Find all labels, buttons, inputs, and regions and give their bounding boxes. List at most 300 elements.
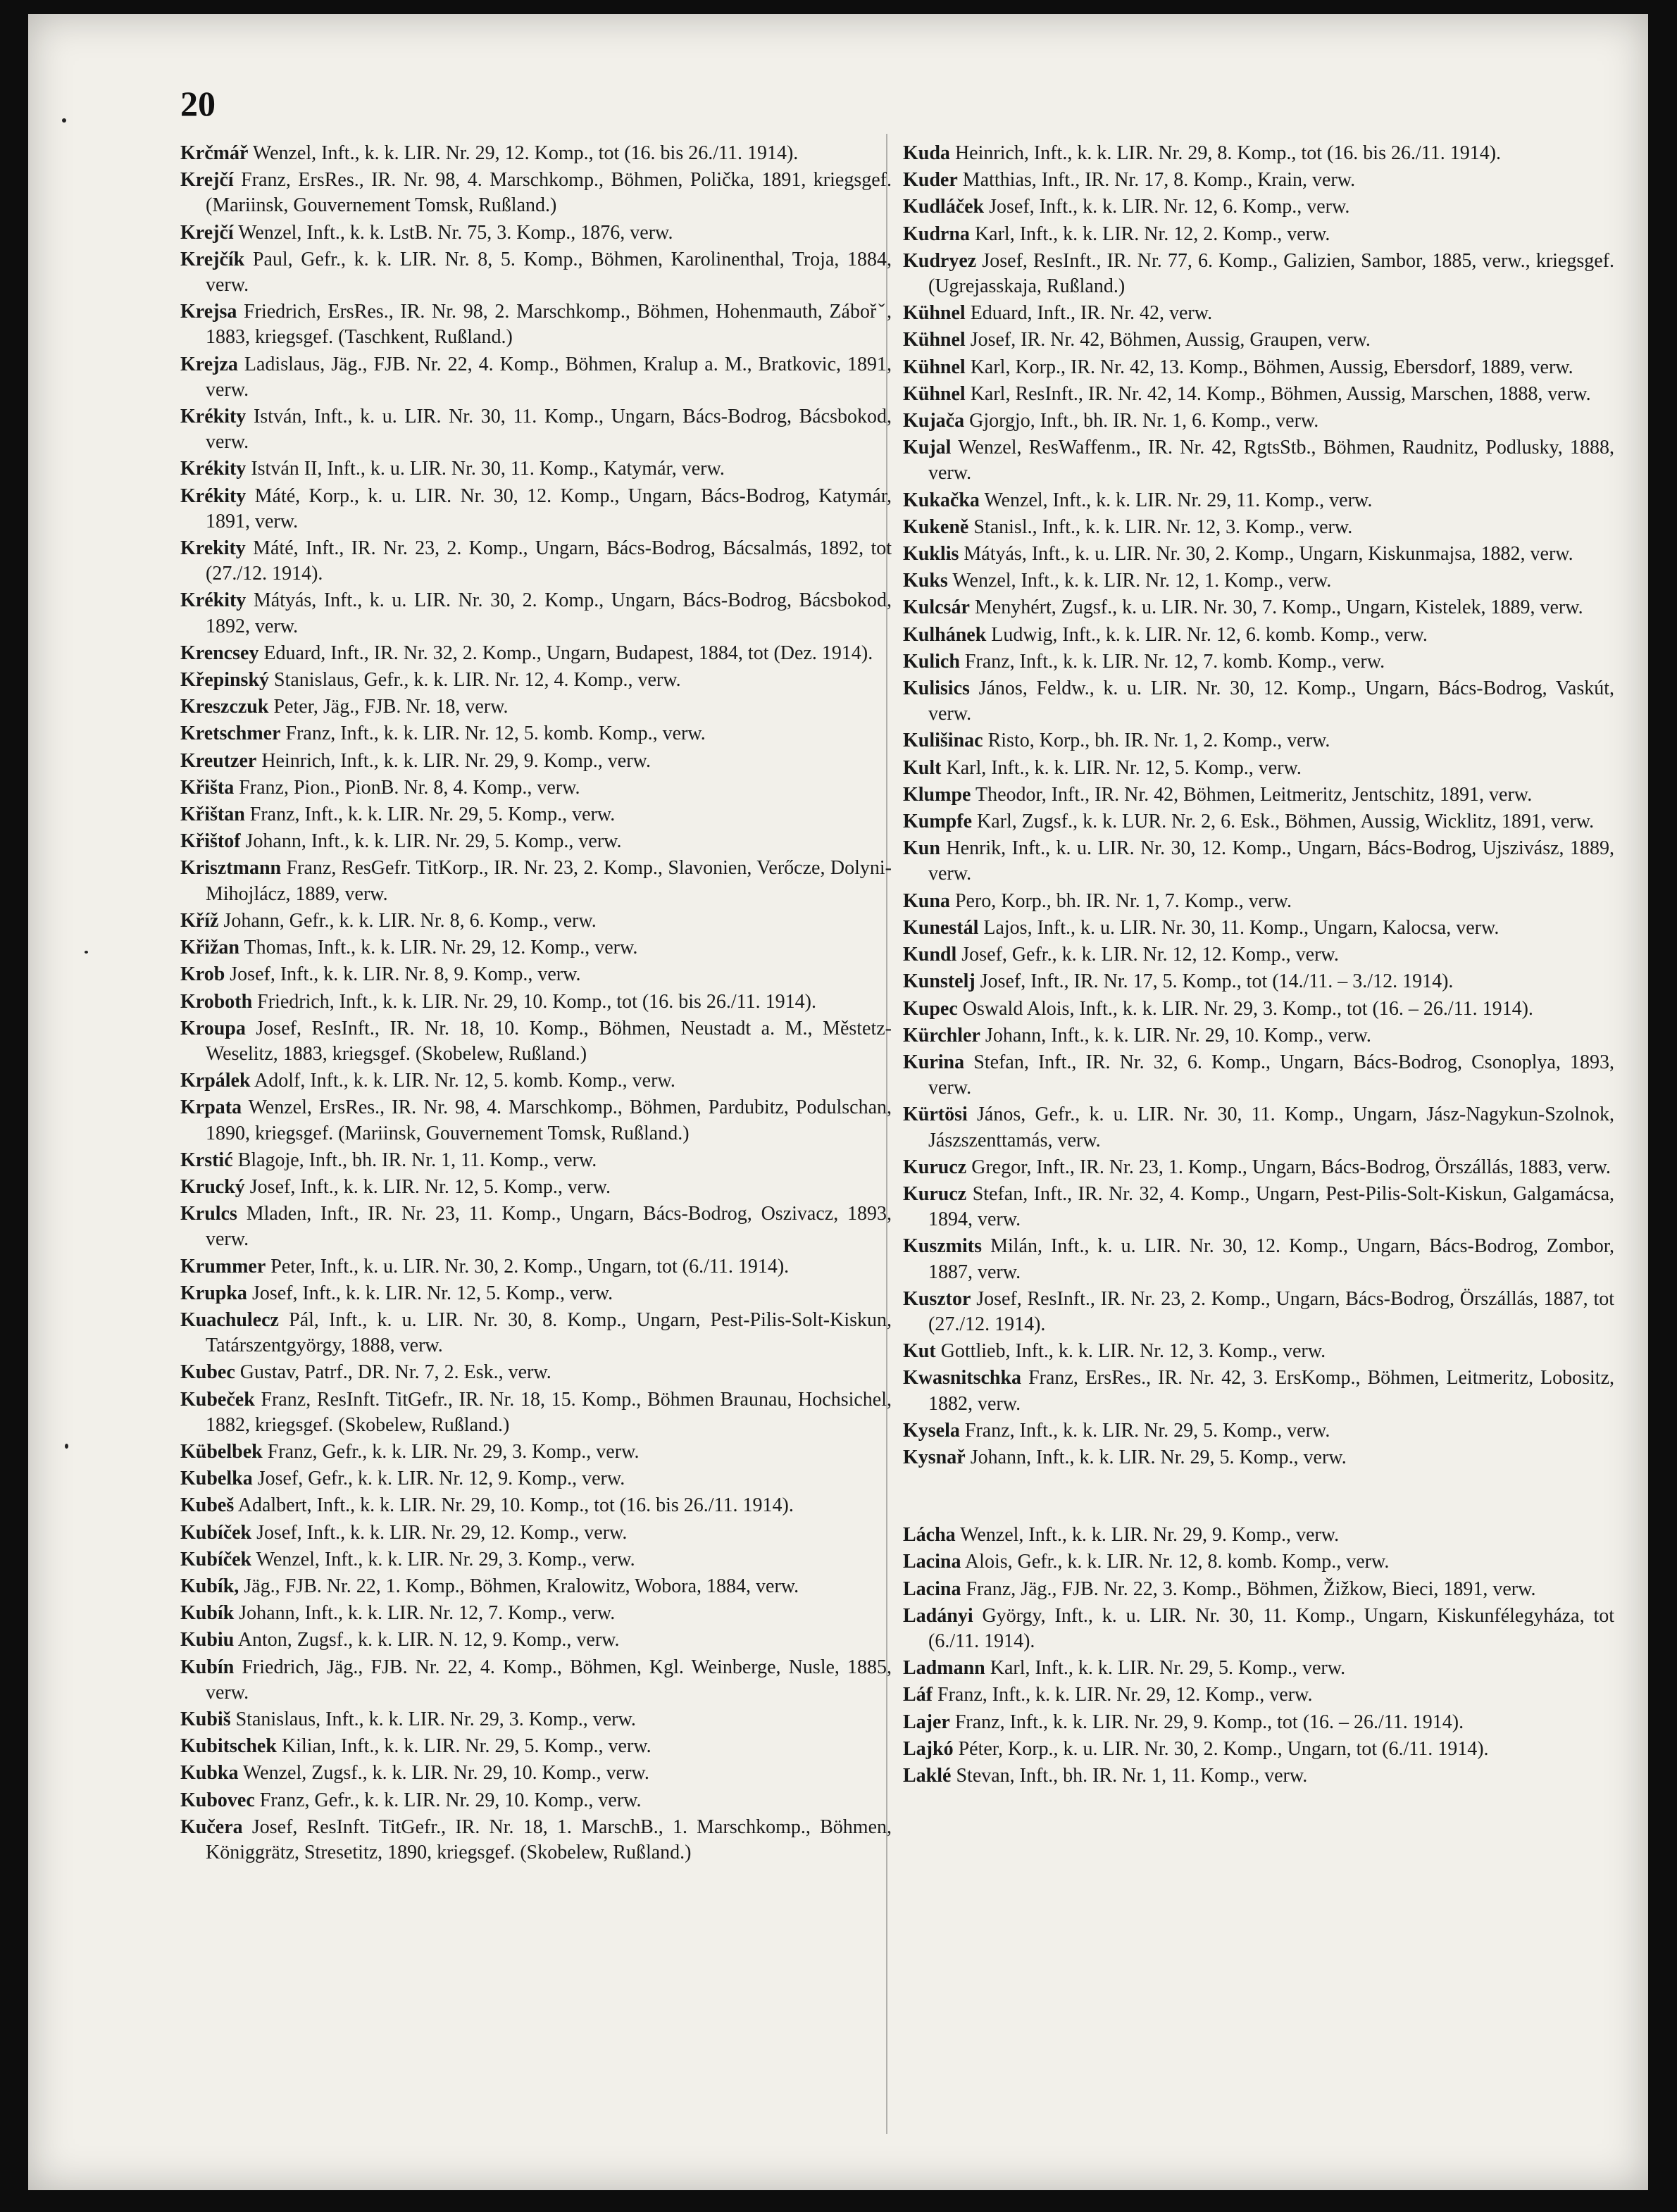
- entry-details: Risto, Korp., bh. IR. Nr. 1, 2. Komp., verw.: [987, 730, 1330, 752]
- entry-surname: Kundl: [903, 944, 957, 966]
- entry-details: Wenzel, Inft., k. k. LstB. Nr. 75, 3. Komp., 1876, verw.: [238, 221, 673, 244]
- entry-details: Josef, Inft., k. k. LIR. Nr. 12, 6. Komp., verw.: [989, 196, 1350, 218]
- entry-details: Franz, ErsRes., IR. Nr. 42, 3. ErsKomp., Böhmen, Leitmeritz, Lobositz, 1882, verw.: [928, 1367, 1614, 1415]
- entry-details: Eduard, Inft., IR. Nr. 42, verw.: [970, 302, 1213, 325]
- entry-details: Milán, Inft., k. u. LIR. Nr. 30, 12. Komp., Ungarn, Bács-Bodrog, Zombor, 1887, verw.: [928, 1235, 1615, 1283]
- roster-entry: [903, 1366, 1614, 1416]
- entry-surname: Kubeš: [180, 1494, 235, 1517]
- entry-surname: Kuachulecz: [180, 1308, 279, 1331]
- entry-surname: Kubitschek: [180, 1735, 277, 1758]
- entry-details: Eduard, Inft., IR. Nr. 32, 2. Komp., Ungarn, Budapest, 1884, tot (Dez. 1914).: [263, 642, 873, 664]
- roster-entry: [180, 694, 892, 720]
- entry-surname: Kut: [903, 1340, 936, 1363]
- entry-details: Karl, Inft., k. k. LIR. Nr. 12, 5. Komp., verw.: [946, 756, 1302, 779]
- entry-surname: Krejza: [180, 353, 238, 375]
- entry-details: Johann, Inft., k. k. LIR. Nr. 12, 7. Komp., verw.: [239, 1602, 616, 1625]
- entry-details: Máté, Korp., k. u. LIR. Nr. 30, 12. Komp., Ungarn, Bács-Bodrog, Katymár, 1891, verw.: [206, 485, 892, 532]
- entry-surname: Kürchler: [903, 1024, 980, 1046]
- entry-details: Pero, Korp., bh. IR. Nr. 1, 7. Komp., verw.: [954, 889, 1292, 912]
- entry-surname: Ladmann: [903, 1657, 985, 1680]
- entry-details: Franz, ResGefr. TitKorp., IR. Nr. 23, 2. Komp., Slavonien, Verőcze, Dolyni-Mihojlácz, 1889, verw.: [206, 857, 892, 905]
- roster-entry: [903, 568, 1614, 594]
- entry-surname: Lacina: [903, 1551, 961, 1573]
- entry-details: Josef, Inft., k. k. LIR. Nr. 29, 12. Komp., verw.: [256, 1521, 628, 1544]
- roster-entry: [180, 802, 892, 827]
- entry-details: Stefan, Inft., IR. Nr. 32, 4. Komp., Ungarn, Pest-Pilis-Solt-Kiskun, Galgamácsa, 1894, verw.: [928, 1182, 1615, 1231]
- roster-entry: [180, 829, 892, 854]
- entry-details: Oswald Alois, Inft., k. k. LIR. Nr. 29, 3. Komp., tot (16. – 26./11. 1914).: [962, 997, 1533, 1020]
- entry-surname: Lajer: [903, 1711, 950, 1733]
- roster-entry: [903, 1763, 1614, 1789]
- entry-details: Paul, Gefr., k. k. LIR. Nr. 8, 5. Komp., Böhmen, Karolinenthal, Troja, 1884, verw.: [206, 248, 892, 296]
- roster-entry: [180, 1815, 892, 1866]
- entry-details: Franz, Inft., k. k. LIR. Nr. 29, 9. Komp., tot (16. – 26./11. 1914).: [954, 1711, 1464, 1733]
- entry-details: Anton, Zugsf., k. k. LIR. N. 12, 9. Komp., verw.: [237, 1629, 620, 1651]
- roster-entry: [180, 1439, 892, 1465]
- entry-surname: Kunestál: [903, 916, 979, 939]
- roster-entry: [180, 1493, 892, 1518]
- entry-surname: Kunstelj: [903, 970, 975, 993]
- entry-surname: Krulcs: [180, 1203, 237, 1225]
- entry-surname: Kroupa: [180, 1017, 246, 1039]
- entry-details: Gjorgjo, Inft., bh. IR. Nr. 1, 6. Komp., verw.: [969, 410, 1319, 432]
- page-number: 20: [180, 84, 216, 123]
- entry-surname: Kuna: [903, 889, 950, 912]
- entry-details: Stevan, Inft., bh. IR. Nr. 1, 11. Komp., verw.: [956, 1764, 1308, 1787]
- entry-details: Wenzel, Inft., k. k. LIR. Nr. 29, 3. Komp., verw.: [256, 1548, 635, 1570]
- entry-details: Franz, Inft., k. k. LIR. Nr. 12, 7. komb. Komp., verw.: [964, 650, 1385, 673]
- roster-entry: [903, 756, 1614, 781]
- entry-surname: Kubiš: [180, 1708, 231, 1730]
- entry-surname: Kürtösi: [903, 1104, 968, 1126]
- entry-details: Johann, Gefr., k. k. LIR. Nr. 8, 6. Komp., verw.: [223, 909, 597, 932]
- roster-entry: [180, 1201, 892, 1252]
- entry-details: Heinrich, Inft., k. k. LIR. Nr. 29, 9. Komp., verw.: [261, 749, 651, 772]
- roster-entry: [180, 141, 892, 166]
- entry-surname: Kult: [903, 756, 942, 779]
- entry-details: Josef, ResInft. TitGefr., IR. Nr. 18, 1. MarschB., 1. Marschkomp., Böhmen, Königgrätz, Stresetitz, 1890, kriegsgef. (Skobelew, Rußland.): [206, 1816, 892, 1863]
- roster-entry: [903, 623, 1614, 648]
- entry-surname: Kühnel: [903, 382, 966, 405]
- entry-details: Wenzel, Zugsf., k. k. LIR. Nr. 29, 10. Komp., verw.: [243, 1762, 649, 1785]
- scan-speck: [62, 118, 66, 123]
- entry-surname: Kubka: [180, 1762, 239, 1785]
- roster-entry: [903, 355, 1614, 380]
- entry-details: Wenzel, Inft., k. k. LIR. Nr. 29, 12. Komp., tot (16. bis 26./11. 1914).: [252, 142, 799, 164]
- roster-entry: [180, 1068, 892, 1094]
- roster-entry: [180, 352, 892, 403]
- roster-entry: [180, 1148, 892, 1173]
- entry-surname: Kudrna: [903, 223, 970, 245]
- roster-entry: [903, 836, 1614, 887]
- entry-surname: Kreszczuk: [180, 696, 269, 718]
- entry-surname: Kuszmits: [903, 1235, 982, 1258]
- entry-details: Karl, ResInft., IR. Nr. 42, 14. Komp., Böhmen, Aussig, Marschen, 1888, verw.: [970, 382, 1591, 405]
- entry-details: Blagoje, Inft., bh. IR. Nr. 1, 11. Komp., verw.: [237, 1149, 597, 1171]
- roster-entry: [903, 382, 1614, 407]
- entry-surname: Kurucz: [903, 1182, 967, 1205]
- entry-surname: Krstić: [180, 1149, 233, 1171]
- roster-entry: [903, 1656, 1614, 1681]
- entry-details: Wenzel, Inft., k. k. LIR. Nr. 29, 11. Komp., verw.: [984, 489, 1373, 511]
- entry-details: Lajos, Inft., k. u. LIR. Nr. 30, 11. Komp., Ungarn, Kalocsa, verw.: [983, 916, 1500, 939]
- roster-entry: [903, 676, 1614, 727]
- entry-surname: Krékity: [180, 406, 247, 428]
- entry-details: Johann, Inft., k. k. LIR. Nr. 29, 5. Komp., verw.: [245, 830, 622, 853]
- entry-details: Franz, Gefr., k. k. LIR. Nr. 29, 3. Komp., verw.: [267, 1440, 640, 1463]
- roster-entry: [180, 1095, 892, 1146]
- entry-surname: Kulcsár: [903, 596, 970, 619]
- roster-entry: [903, 1737, 1614, 1762]
- roster-entry: [180, 1360, 892, 1385]
- roster-entry: [180, 1788, 892, 1813]
- entry-details: István II, Inft., k. u. LIR. Nr. 30, 11. Komp., Katymár, verw.: [251, 458, 725, 480]
- entry-surname: Kulich: [903, 650, 960, 673]
- entry-details: Friedrich, Jäg., FJB. Nr. 22, 4. Komp., Böhmen, Kgl. Weinberge, Nusle, 1885, verw.: [206, 1656, 892, 1704]
- roster-entry: [903, 649, 1614, 675]
- entry-surname: Krucký: [180, 1175, 245, 1198]
- entry-details: Franz, Inft., k. k. LIR. Nr. 29, 12. Komp., verw.: [937, 1684, 1313, 1706]
- roster-entry: [903, 809, 1614, 835]
- entry-details: Wenzel, Inft., k. k. LIR. Nr. 29, 9. Komp., verw.: [960, 1524, 1340, 1546]
- entry-details: Karl, Inft., k. k. LIR. Nr. 12, 2. Komp., verw.: [974, 223, 1330, 245]
- entry-details: István, Inft., k. u. LIR. Nr. 30, 11. Komp., Ungarn, Bács-Bodrog, Bácsbokod, verw.: [206, 406, 892, 454]
- roster-entry: [180, 1547, 892, 1573]
- entry-surname: Kříž: [180, 909, 219, 932]
- entry-surname: Kubeček: [180, 1388, 255, 1411]
- entry-details: Kilian, Inft., k. k. LIR. Nr. 29, 5. Komp., verw.: [281, 1735, 652, 1758]
- roster-entry: [903, 488, 1614, 513]
- entry-surname: Kuder: [903, 169, 958, 192]
- roster-entry: [180, 641, 892, 666]
- entry-surname: Kubec: [180, 1361, 235, 1384]
- entry-surname: Krékity: [180, 458, 247, 480]
- roster-entry: [903, 942, 1614, 968]
- roster-entry: [180, 1016, 892, 1067]
- entry-surname: Krpálek: [180, 1070, 251, 1092]
- roster-entry: [903, 435, 1614, 486]
- roster-entry: [903, 1549, 1614, 1575]
- entry-details: Gustav, Patrf., DR. Nr. 7, 2. Esk., verw.: [239, 1361, 551, 1384]
- entry-surname: Kreutzer: [180, 749, 257, 772]
- entry-details: Franz, Inft., k. k. LIR. Nr. 12, 5. komb. Komp., verw.: [285, 723, 706, 745]
- entry-details: Mladen, Inft., IR. Nr. 23, 11. Komp., Ungarn, Bács-Bodrog, Oszivacz, 1893, verw.: [206, 1203, 892, 1251]
- roster-entry: [180, 1627, 892, 1653]
- entry-details: Mátyás, Inft., k. u. LIR. Nr. 30, 2. Komp., Ungarn, Kiskunmajsa, 1882, verw.: [964, 543, 1573, 566]
- entry-details: Péter, Korp., k. u. LIR. Nr. 30, 2. Komp., Ungarn, tot (6./11. 1914).: [958, 1737, 1489, 1760]
- roster-entry: [903, 1050, 1614, 1101]
- entry-surname: Kumpfe: [903, 811, 972, 833]
- entry-surname: Kysnař: [903, 1446, 966, 1468]
- entry-surname: Kretschmer: [180, 723, 281, 745]
- entry-surname: Láf: [903, 1684, 933, 1706]
- roster-entry: [180, 220, 892, 246]
- entry-surname: Kuda: [903, 142, 950, 164]
- roster-entry: [903, 408, 1614, 434]
- roster-entry: [180, 935, 892, 961]
- entry-details: János, Feldw., k. u. LIR. Nr. 30, 12. Komp., Ungarn, Bács-Bodrog, Vaskút, verw.: [928, 677, 1615, 725]
- entry-surname: Kurina: [903, 1051, 965, 1073]
- roster-entry: [180, 989, 892, 1015]
- roster-entry: [903, 301, 1614, 326]
- entry-surname: Krisztmann: [180, 857, 282, 880]
- roster-entry: [903, 1102, 1614, 1153]
- roster-entry: [903, 1577, 1614, 1602]
- roster-entry: [903, 1682, 1614, 1708]
- entry-details: Friedrich, ErsRes., IR. Nr. 98, 2. Marschkomp., Böhmen, Hohenmauth, Zábořˇ, 1883, kriegsgef. (Taschkent, Rußland.): [206, 301, 892, 349]
- entry-details: János, Gefr., k. u. LIR. Nr. 30, 11. Komp., Ungarn, Jász-Nagykun-Szolnok, Jászszenttamás, verw.: [928, 1104, 1615, 1151]
- entry-details: Peter, Inft., k. u. LIR. Nr. 30, 2. Komp., Ungarn, tot (6./11. 1914).: [270, 1255, 790, 1277]
- roster-entry: [180, 1574, 892, 1599]
- entry-surname: Kubíček: [180, 1548, 252, 1570]
- entry-surname: Křištof: [180, 830, 241, 853]
- entry-details: Josef, Inft., k. k. LIR. Nr. 12, 5. Komp., verw.: [251, 1282, 613, 1304]
- entry-details: Franz, ResInft. TitGefr., IR. Nr. 18, 15. Komp., Böhmen Braunau, Hochsichel, 1882, kriegsgef. (Skobelew, Rußland.): [206, 1388, 892, 1436]
- entry-surname: Laklé: [903, 1764, 952, 1787]
- roster-entry: [903, 1234, 1614, 1285]
- right-column: [903, 141, 1614, 1790]
- entry-details: Franz, Inft., k. k. LIR. Nr. 29, 5. Komp., verw.: [964, 1419, 1330, 1442]
- roster-entry: [903, 1287, 1614, 1337]
- entry-surname: Kujača: [903, 410, 965, 432]
- roster-entry: [903, 249, 1614, 299]
- entry-surname: Kwasnitschka: [903, 1367, 1022, 1389]
- entry-surname: Krob: [180, 963, 225, 986]
- roster-entry: [180, 168, 892, 218]
- entry-details: Stanislaus, Gefr., k. k. LIR. Nr. 12, 4. Komp., verw.: [274, 669, 681, 692]
- roster-entry: [903, 141, 1614, 166]
- entry-surname: Kubelka: [180, 1468, 253, 1490]
- entry-surname: Křižan: [180, 937, 239, 959]
- roster-entry: [903, 515, 1614, 540]
- entry-surname: Krčmář: [180, 142, 249, 164]
- entry-details: Ladislaus, Jäg., FJB. Nr. 22, 4. Komp., Böhmen, Kralup a. M., Bratkovic, 1891, verw.: [206, 353, 892, 401]
- entry-surname: Křišta: [180, 776, 235, 799]
- section-gap: [903, 1472, 1614, 1523]
- entry-details: Stanislaus, Inft., k. k. LIR. Nr. 29, 3. Komp., verw.: [235, 1708, 636, 1730]
- roster-entry: [903, 1445, 1614, 1470]
- entry-details: Josef, ResInft., IR. Nr. 77, 6. Komp., Galizien, Sambor, 1885, verw., kriegsgef. (Ugrejasskaja, Rußland.): [928, 249, 1614, 298]
- entry-details: Gottlieb, Inft., k. k. LIR. Nr. 12, 3. Komp., verw.: [940, 1340, 1326, 1363]
- entry-surname: Kubiu: [180, 1629, 235, 1651]
- entry-details: Johann, Inft., k. k. LIR. Nr. 29, 5. Komp., verw.: [970, 1446, 1347, 1468]
- roster-entry: [180, 456, 892, 482]
- entry-details: Adolf, Inft., k. k. LIR. Nr. 12, 5. komb. Komp., verw.: [254, 1070, 675, 1092]
- entry-details: Heinrich, Inft., k. k. LIR. Nr. 29, 8. Komp., tot (16. bis 26./11. 1914).: [954, 142, 1502, 164]
- roster-entry: [180, 1707, 892, 1732]
- roster-entry: [180, 484, 892, 535]
- entry-surname: Kubíček: [180, 1521, 252, 1544]
- entry-surname: Krejčí: [180, 221, 234, 244]
- entry-surname: Kučera: [180, 1816, 243, 1838]
- roster-entry: [180, 1308, 892, 1358]
- roster-entry: [903, 1604, 1614, 1654]
- entry-surname: Krejsa: [180, 301, 237, 323]
- entry-surname: Lácha: [903, 1524, 956, 1546]
- entry-details: Karl, Zugsf., k. k. LUR. Nr. 2, 6. Esk., Böhmen, Aussig, Wicklitz, 1891, verw.: [977, 811, 1595, 833]
- roster-entry: [903, 1418, 1614, 1444]
- entry-details: Franz, Jäg., FJB. Nr. 22, 3. Komp., Böhmen, Žižkow, Bieci, 1891, verw.: [966, 1577, 1536, 1600]
- entry-surname: Kübelbek: [180, 1440, 263, 1463]
- entry-surname: Kudláček: [903, 196, 985, 218]
- entry-surname: Kubík: [180, 1602, 235, 1625]
- entry-surname: Krummer: [180, 1255, 266, 1277]
- entry-surname: Krékity: [180, 485, 247, 507]
- entry-surname: Kuklis: [903, 543, 959, 566]
- roster-entry: [903, 1155, 1614, 1180]
- entry-surname: Kubík,: [180, 1575, 239, 1597]
- roster-entry: [180, 962, 892, 987]
- roster-entry: [180, 247, 892, 298]
- entry-surname: Křepinský: [180, 669, 270, 692]
- entry-details: Menyhért, Zugsf., k. u. LIR. Nr. 30, 7. Komp., Ungarn, Kistelek, 1889, verw.: [974, 596, 1583, 619]
- entry-surname: Krejčík: [180, 248, 245, 270]
- entry-surname: Lacina: [903, 1577, 961, 1600]
- entry-details: Pál, Inft., k. u. LIR. Nr. 30, 8. Komp., Ungarn, Pest-Pilis-Solt-Kiskun, Tatárszentgyörgy, 1888, verw.: [206, 1308, 892, 1357]
- roster-entry: [903, 595, 1614, 620]
- entry-details: Johann, Inft., k. k. LIR. Nr. 29, 10. Komp., verw.: [985, 1024, 1371, 1046]
- entry-surname: Křištan: [180, 804, 245, 826]
- entry-surname: Kulhánek: [903, 623, 987, 646]
- entry-surname: Krupka: [180, 1282, 247, 1304]
- entry-details: Josef, Inft., k. k. LIR. Nr. 12, 5. Komp., verw.: [249, 1175, 611, 1198]
- roster-entry: [180, 404, 892, 455]
- entry-details: Alois, Gefr., k. k. LIR. Nr. 12, 8. komb. Komp., verw.: [964, 1551, 1390, 1573]
- roster-entry: [903, 1710, 1614, 1735]
- entry-surname: Kusztor: [903, 1287, 971, 1310]
- entry-details: Stefan, Inft., IR. Nr. 32, 6. Komp., Ungarn, Bács-Bodrog, Csonoplya, 1893, verw.: [928, 1051, 1615, 1099]
- entry-surname: Kühnel: [903, 302, 966, 325]
- entry-surname: Ladányi: [903, 1604, 973, 1627]
- roster-entry: [903, 1182, 1614, 1232]
- roster-entry: [903, 1339, 1614, 1364]
- scan-speck: [85, 951, 88, 954]
- entry-details: Máté, Inft., IR. Nr. 23, 2. Komp., Ungarn, Bács-Bodrog, Bácsalmás, 1892, tot (27./12. 1914).: [206, 537, 892, 585]
- entry-details: Mátyás, Inft., k. u. LIR. Nr. 30, 2. Komp., Ungarn, Bács-Bodrog, Bácsbokod, 1892, verw.: [206, 589, 892, 637]
- roster-entry: [903, 1523, 1614, 1548]
- entry-details: Josef, Inft., IR. Nr. 17, 5. Komp., tot (14./11. – 3./12. 1914).: [980, 970, 1454, 993]
- entry-surname: Kun: [903, 837, 940, 860]
- entry-surname: Kubovec: [180, 1789, 255, 1811]
- entry-surname: Kulisics: [903, 677, 970, 700]
- entry-details: Thomas, Inft., k. k. LIR. Nr. 29, 12. Komp., verw.: [244, 937, 638, 959]
- roster-entry: [903, 327, 1614, 353]
- entry-details: Franz, Inft., k. k. LIR. Nr. 29, 5. Komp., verw.: [249, 804, 616, 826]
- entry-surname: Kukeně: [903, 515, 969, 538]
- entry-surname: Kühnel: [903, 356, 966, 378]
- entry-details: Adalbert, Inft., k. k. LIR. Nr. 29, 10. Komp., tot (16. bis 26./11. 1914).: [237, 1494, 794, 1517]
- entry-details: Franz, Pion., PionB. Nr. 8, 4. Komp., verw.: [239, 776, 580, 799]
- entry-surname: Kuks: [903, 570, 948, 592]
- roster-entry: [180, 1387, 892, 1438]
- entry-details: György, Inft., k. u. LIR. Nr. 30, 11. Komp., Ungarn, Kiskunfélegyháza, tot (6./11. 1914).: [928, 1604, 1615, 1652]
- roster-entry: [903, 969, 1614, 994]
- entry-details: Henrik, Inft., k. u. LIR. Nr. 30, 12. Komp., Ungarn, Bács-Bodrog, Ujszivász, 1889, verw.: [928, 837, 1614, 885]
- entry-surname: Kubín: [180, 1656, 235, 1678]
- entry-details: Franz, ErsRes., IR. Nr. 98, 4. Marschkomp., Böhmen, Polička, 1891, kriegsgef. (Mariinsk, Gouvernement Tomsk, Rußland.): [206, 169, 892, 217]
- roster-entry: [180, 749, 892, 774]
- entry-surname: Kudryez: [903, 249, 977, 272]
- entry-surname: Kurucz: [903, 1156, 967, 1178]
- entry-surname: Krejčí: [180, 169, 234, 192]
- entry-details: Franz, Gefr., k. k. LIR. Nr. 29, 10. Komp., verw.: [259, 1789, 642, 1811]
- roster-entry: [903, 222, 1614, 247]
- entry-surname: Kukačka: [903, 489, 980, 511]
- entry-surname: Kupec: [903, 997, 958, 1020]
- roster-entry: [180, 1466, 892, 1492]
- entry-surname: Krpata: [180, 1096, 242, 1119]
- roster-entry: [180, 775, 892, 801]
- entry-details: Josef, Gefr., k. k. LIR. Nr. 12, 12. Komp., verw.: [961, 944, 1339, 966]
- entry-details: Wenzel, ErsRes., IR. Nr. 98, 4. Marschkomp., Böhmen, Pardubitz, Podulschan, 1890, kriegsgef. (Mariinsk, Gouvernement Tomsk, Rußland.): [206, 1096, 892, 1144]
- entry-details: Josef, ResInft., IR. Nr. 23, 2. Komp., Ungarn, Bács-Bodrog, Örszállás, 1887, tot (27./12. 1914).: [928, 1287, 1615, 1335]
- scan-speck: [65, 1444, 68, 1449]
- roster-entry: [903, 916, 1614, 941]
- roster-entry: [903, 194, 1614, 220]
- entry-details: Friedrich, Inft., k. k. LIR. Nr. 29, 10. Komp., tot (16. bis 26./11. 1914).: [257, 990, 816, 1013]
- entry-details: Josef, IR. Nr. 42, Böhmen, Aussig, Graupen, verw.: [970, 329, 1371, 351]
- roster-entry: [903, 542, 1614, 567]
- roster-entry: [180, 908, 892, 934]
- roster-entry: [180, 1601, 892, 1626]
- entry-details: Stanisl., Inft., k. k. LIR. Nr. 12, 3. Komp., verw.: [973, 515, 1353, 538]
- roster-entry: [180, 588, 892, 639]
- entry-surname: Krékity: [180, 589, 247, 612]
- entry-details: Josef, ResInft., IR. Nr. 18, 10. Komp., Böhmen, Neustadt a. M., Městetz-Weselitz, 1883, kriegsgef. (Skobelew, Rußland.): [206, 1017, 892, 1065]
- roster-entry: [180, 1175, 892, 1200]
- roster-entry: [180, 1734, 892, 1759]
- entry-details: Wenzel, ResWaffenm., IR. Nr. 42, RgtsStb., Böhmen, Raudnitz, Podlusky, 1888, verw.: [928, 437, 1614, 485]
- entry-surname: Kroboth: [180, 990, 253, 1013]
- entry-details: Karl, Inft., k. k. LIR. Nr. 29, 5. Komp., verw.: [990, 1657, 1346, 1680]
- entry-details: Matthias, Inft., IR. Nr. 17, 8. Komp., Krain, verw.: [962, 169, 1356, 192]
- roster-entry: [903, 728, 1614, 754]
- entry-details: Josef, Inft., k. k. LIR. Nr. 8, 9. Komp., verw.: [230, 963, 581, 986]
- roster-entry: [180, 1281, 892, 1306]
- roster-entry: [180, 1520, 892, 1546]
- roster-entry: [180, 668, 892, 693]
- entry-surname: Krekity: [180, 537, 246, 560]
- roster-entry: [903, 782, 1614, 808]
- roster-entry: [180, 536, 892, 587]
- roster-entry: [903, 168, 1614, 193]
- roster-entry: [180, 1254, 892, 1280]
- entry-surname: Kysela: [903, 1419, 960, 1442]
- entry-details: Wenzel, Inft., k. k. LIR. Nr. 12, 1. Komp., verw.: [952, 570, 1332, 592]
- entry-surname: Krencsey: [180, 642, 259, 664]
- roster-entry: [180, 299, 892, 350]
- entry-surname: Kujal: [903, 437, 952, 459]
- entry-surname: Lajkó: [903, 1737, 954, 1760]
- roster-entry: [903, 889, 1614, 914]
- roster-entry: [180, 1655, 892, 1706]
- entry-details: Theodor, Inft., IR. Nr. 42, Böhmen, Leitmeritz, Jentschitz, 1891, verw.: [975, 783, 1533, 806]
- entry-details: Ludwig, Inft., k. k. LIR. Nr. 12, 6. komb. Komp., verw.: [991, 623, 1428, 646]
- entry-surname: Kühnel: [903, 329, 966, 351]
- entry-details: Karl, Korp., IR. Nr. 42, 13. Komp., Böhmen, Aussig, Ebersdorf, 1889, verw.: [970, 356, 1573, 378]
- entry-details: Gregor, Inft., IR. Nr. 23, 1. Komp., Ungarn, Bács-Bodrog, Örszállás, 1883, verw.: [971, 1156, 1611, 1178]
- entry-surname: Klumpe: [903, 783, 971, 806]
- entry-details: Jäg., FJB. Nr. 22, 1. Komp., Böhmen, Kralowitz, Wobora, 1884, verw.: [244, 1575, 799, 1597]
- entry-details: Josef, Gefr., k. k. LIR. Nr. 12, 9. Komp., verw.: [257, 1468, 625, 1490]
- entry-surname: Kulišinac: [903, 730, 983, 752]
- roster-entry: [180, 856, 892, 906]
- left-column: [180, 141, 892, 1867]
- roster-entry: [903, 996, 1614, 1022]
- roster-entry: [180, 721, 892, 746]
- roster-entry: [903, 1023, 1614, 1049]
- roster-entry: [180, 1761, 892, 1786]
